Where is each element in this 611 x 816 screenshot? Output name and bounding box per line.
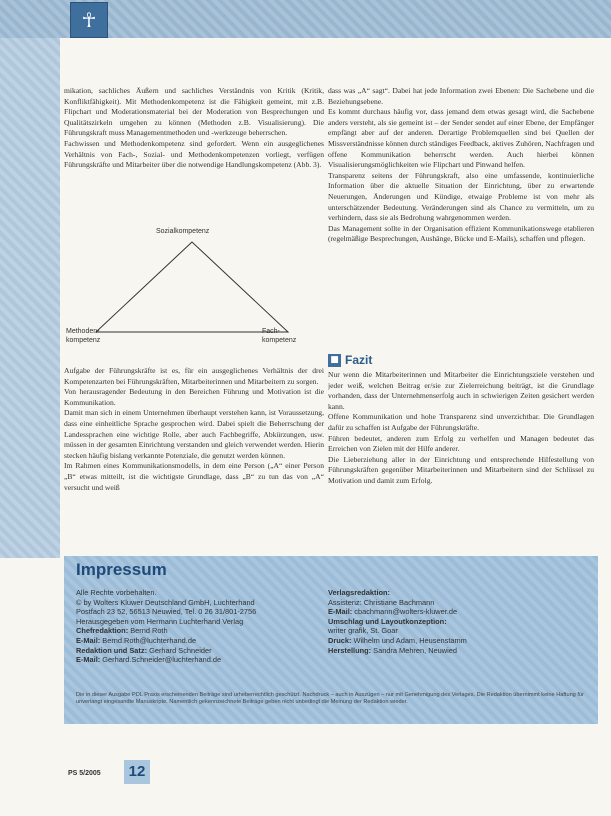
- email-link[interactable]: Bernd.Roth@luchterhand.de: [102, 635, 197, 645]
- paragraph: Fachwissen und Methodenkompetenz sind gefordert. Wenn ein ausgeglichenes Verhältnis von Fach-, Sozial- und Methodenkompetenzen vorliegt, verfügen Führungskräfte und Mitarbeiter über die notwendige Handlungskompetenz (Abb. 3).: [64, 138, 324, 170]
- paragraph: Führen bedeutet, anderen zum Erfolg zu verhelfen und Managen bedeutet das Erreichen von Zielen mit der Hilfe anderer.: [328, 433, 594, 454]
- paragraph: mikation, sachliches Äußern und sachliches Verständnis von Kritik (Kritik, Konfliktfähigkeit). Mit Methodenkompetenz ist die Fähigkeit gemeint, mit z.B. Flipchart und Moderationsmaterial bei der Moderation von Besprechungen und Qualitätszirkeln umgehen zu können (Methoden z.B. Visualisierung). Die Führungskraft muss Managementmethoden und -werkzeuge beherrschen.: [64, 86, 324, 138]
- impressum-row: E-Mail: Gerhard.Schneider@luchterhand.de: [76, 655, 222, 665]
- square-icon: ■: [328, 354, 341, 367]
- paragraph: Aufgabe der Führungskräfte ist es, für ein ausgeglichenes Verhältnis der drei Kompetenzarten bei Führungskräften, Mitarbeiterinnen und Mitarbeitern zu sorgen.: [64, 366, 324, 386]
- impressum-row: Alle Rechte vorbehalten.: [76, 588, 157, 597]
- fazit-heading: [328, 352, 372, 368]
- impressum-title: Impressum: [76, 560, 167, 579]
- fazit-title: Fazit: [345, 353, 373, 367]
- issue-label: PS 5/2005: [68, 770, 101, 777]
- paragraph: Nur wenn die Mitarbeiterinnen und Mitarbeiter die Einrichtungsziele verstehen und jeder weiß, welchen Beitrag er/sie zur Zielerreichung beiträgt, ist die Grundlage vorhanden, dass der Unternehmenserfolg auch in schwierigen Zeiten gesichert werden kann.: [328, 370, 594, 411]
- impressum-row: E-Mail: cbachmann@wolters-kluwer.de: [328, 607, 458, 617]
- impressum-row: Herausgegeben vom Hermann Luchterhand Verlag: [76, 616, 244, 626]
- impressum-row: Druck: Wilhelm und Adam, Heusenstamm: [328, 635, 467, 645]
- email-link[interactable]: cbachmann@wolters-kluwer.de: [354, 607, 458, 617]
- impressum-row: Assistenz: Christiane Bachmann: [328, 597, 435, 607]
- impressum-row: Herstellung: Sandra Mehren, Neuwied: [328, 645, 457, 655]
- label-method-competence-2: kompetenz: [66, 337, 101, 344]
- paragraph: Transparenz seitens der Führungskraft, also eine umfassende, kontinuierliche Information über die aktuelle Situation der Einrichtung, über zu erwartende Neuerungen, Änderungen und Kündige, etwaige Probleme ist von mehr als unterschätzender Bedeutung. Veränderungen sind als Chance zu vermitteln, um zu verhindern, dass sie als Bedrohung wahrgenommen werden.: [328, 170, 594, 223]
- impressum-row: Verlagsredaktion:: [328, 588, 391, 597]
- column-left-bottom: [64, 366, 324, 554]
- impressum-right-column: [328, 588, 588, 655]
- impressum-row: Umschlag und Layoutkonzeption:: [328, 616, 447, 626]
- impressum-row: Postfach 23 52, 56513 Neuwied, Tel. 0 26 31/801-2756: [76, 607, 257, 617]
- column-left-top: [64, 86, 324, 220]
- impressum-row: © by Wolters Kluwer Deutschland GmbH, Luchterhand: [76, 597, 255, 607]
- impressum-box: [64, 556, 598, 724]
- paragraph: Es kommt durchaus häufig vor, dass jemand dem etwas gesagt wird, die Sachebene anders versteht, als sie gemeint ist – der Sender sendet auf einer Ebene, der Empfänger empfängt aber auf der anderen. Derartige Problemquellen sind bei Quellen der Missverständnisse können durch ständiges Feedback, aktives Zuhören, Nachfragen und offene Kommunikation beherrscht werden. Auch hierbei können Visualisierungsmöglichkeiten wie Flipchart und Pinwand helfen.: [328, 107, 594, 170]
- label-method-competence-1: Methoden-: [66, 328, 100, 335]
- email-link[interactable]: Gerhard.Schneider@luchterhand.de: [102, 655, 222, 665]
- label-subject-competence-2: kompetenz: [262, 337, 297, 344]
- paragraph: Damit man sich in einem Unternehmen überhaupt verstehen kann, ist Voraussetzung, dass eine einheitliche Sprache gesprochen wird. Dabei spielt die Beherrschung der Landessprachen eine wichtige Rolle, aber auch Fachbegriffe, Abkürzungen, usw. müssen in der gesamten Einrichtung verstanden und gleich verwendet werden. Hierin stecken häufig bislang verkannte Potenziale, die genutzt werden können.: [64, 408, 324, 460]
- paragraph: Offene Kommunikation und hohe Transparenz sind unverzichtbar. Die Grundlagen dafür zu schaffen ist Aufgabe der Führungskräfte.: [328, 412, 594, 432]
- figures-icon: ☥: [70, 2, 108, 38]
- label-social-competence: Sozialkompetenz: [156, 228, 210, 235]
- label-subject-competence-1: Fach-: [262, 328, 280, 335]
- column-right-bottom: [328, 370, 594, 554]
- paragraph: Von herausragender Bedeutung in den Bereichen Führung und Motivation ist die Kommunikation.: [64, 387, 324, 407]
- triangle-shape: [96, 242, 288, 332]
- competence-triangle-diagram: [64, 224, 324, 364]
- impressum-row: Redaktion und Satz: Gerhard Schneider: [76, 645, 212, 655]
- impressum-row: Chefredaktion: Bernd Roth: [76, 626, 168, 636]
- paragraph: Im Rahmen eines Kommunikationsmodells, in dem eine Person („A“ einer Person „B“ etwas mitteilt, ist die wichtigste Grundlage, dass „B“ zu tun das von „A“ versucht und weiß: [64, 461, 324, 492]
- paragraph: dass was „A“ sagt“. Dabei hat jede Information zwei Ebenen: Die Sachebene und die Beziehungsebene.: [328, 86, 594, 106]
- impressum-left-column: [76, 588, 326, 665]
- paragraph: Die Lieberziehung aller in der Einrichtung und entsprechende Hilfestellung von Führungskräften gegenüber Mitarbeiterinnen und Mitarbeitern sind der Schlüssel zu Motivation und damit zum Erfolg.: [328, 454, 594, 485]
- impressum-row: writer grafik, St. Goar: [328, 626, 398, 636]
- impressum-legal-note: Die in dieser Ausgabe PDL Praxis erscheinenden Beiträge sind urheberrechtlich geschützt. Nachdruck – auch in Auszügen – nur mit Genehmigung des Verlages. Die Redaktion übernimmt keine Haftung für unverlangt eingesandte Manuskripte. Namentlich gekennzeichnete Beiträge geben nicht unbedingt die Meinung der Redaktion wieder.: [76, 692, 584, 705]
- side-strip: [0, 38, 60, 558]
- paragraph: Das Management sollte in der Organisation effizient Kommunikationswege etablieren (regelmäßige Besprechungen, Aushänge, Bücke und E-Mails), schaffen und pflegen.: [328, 223, 594, 244]
- page-number: 12: [124, 760, 150, 784]
- column-right-top: [328, 86, 594, 340]
- impressum-row: E-Mail: Bernd.Roth@luchterhand.de: [76, 635, 197, 645]
